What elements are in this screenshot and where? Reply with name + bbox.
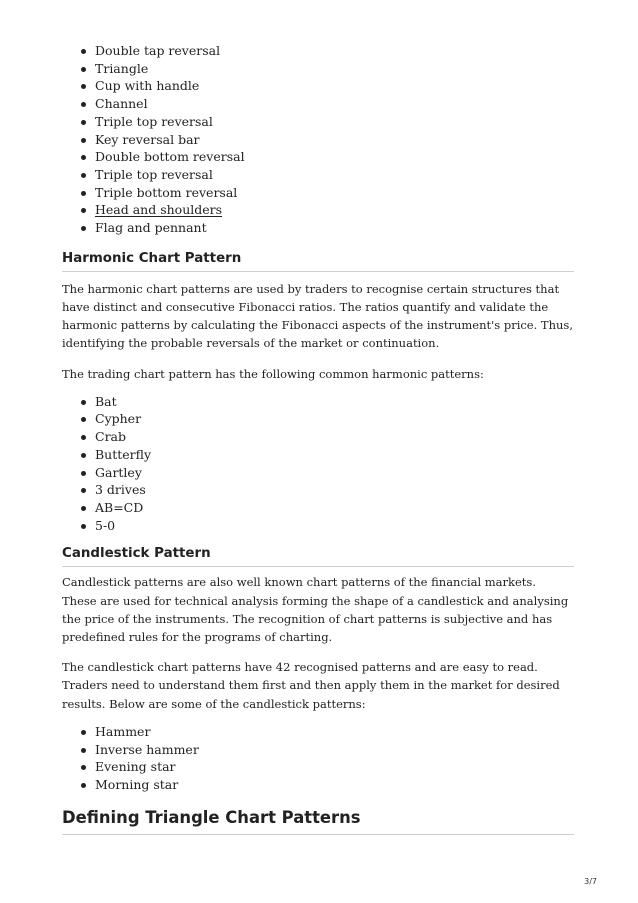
candlestick-paragraph-1: Candlestick patterns are also well known chart patterns of the financial markets. These are used for technical analysis forming the shape of a candlestick and analysing the price of the instruments. The recognition of chart patterns is subjective and has predefined rules for the programs of charting. [62,575,569,644]
head-and-shoulders-link[interactable]: Head and shoulders [95,202,223,218]
harmonic-pattern-list [62,393,574,535]
list-item: 3 drives [62,481,574,499]
triangle-heading: Defining Triangle Chart Patterns [62,808,574,835]
list-item: Triangle [62,60,574,78]
list-item: Triple top reversal [62,166,574,184]
harmonic-heading: Harmonic Chart Pattern [62,251,574,272]
list-item: Double tap reversal [62,42,574,60]
candlestick-pattern-list [62,723,574,794]
list-item: Flag and pennant [62,219,574,237]
page-number: 3/7 [584,877,597,886]
list-item: AB=CD [62,499,574,517]
chart-pattern-list [62,42,574,237]
page-content [62,42,574,835]
candlestick-heading: Candlestick Pattern [62,546,574,567]
list-item: Channel [62,95,574,113]
list-item: Inverse hammer [62,741,574,759]
candlestick-paragraph-2: The candlestick chart patterns have 42 recognised patterns and are easy to read. Traders need to understand them first and then apply them in the market for desired results. Below are some of the candlestick patterns: [62,660,560,711]
list-item: Cup with handle [62,77,574,95]
list-item: Double bottom reversal [62,148,574,166]
list-item: Crab [62,428,574,446]
list-item: Triple bottom reversal [62,184,574,202]
list-item: Bat [62,393,574,411]
list-item: Gartley [62,464,574,482]
list-item: Triple top reversal [62,113,574,131]
list-item: Morning star [62,776,574,794]
harmonic-paragraph-2: The trading chart pattern has the following common harmonic patterns: [62,366,484,381]
list-item[interactable] [62,201,574,219]
harmonic-paragraph-1: The harmonic chart patterns are used by traders to recognise certain structures that have distinct and consecutive Fibonacci ratios. The ratios quantify and validate the harmonic patterns by calculating the Fibonacci aspects of the instrument's price. Thus, identifying the probable reversals of the market or continuation. [62,281,573,351]
list-item: Butterfly [62,446,574,464]
list-item: 5-0 [62,517,574,535]
list-item: Hammer [62,723,574,741]
list-item: Cypher [62,410,574,428]
list-item: Evening star [62,758,574,776]
list-item: Key reversal bar [62,131,574,149]
